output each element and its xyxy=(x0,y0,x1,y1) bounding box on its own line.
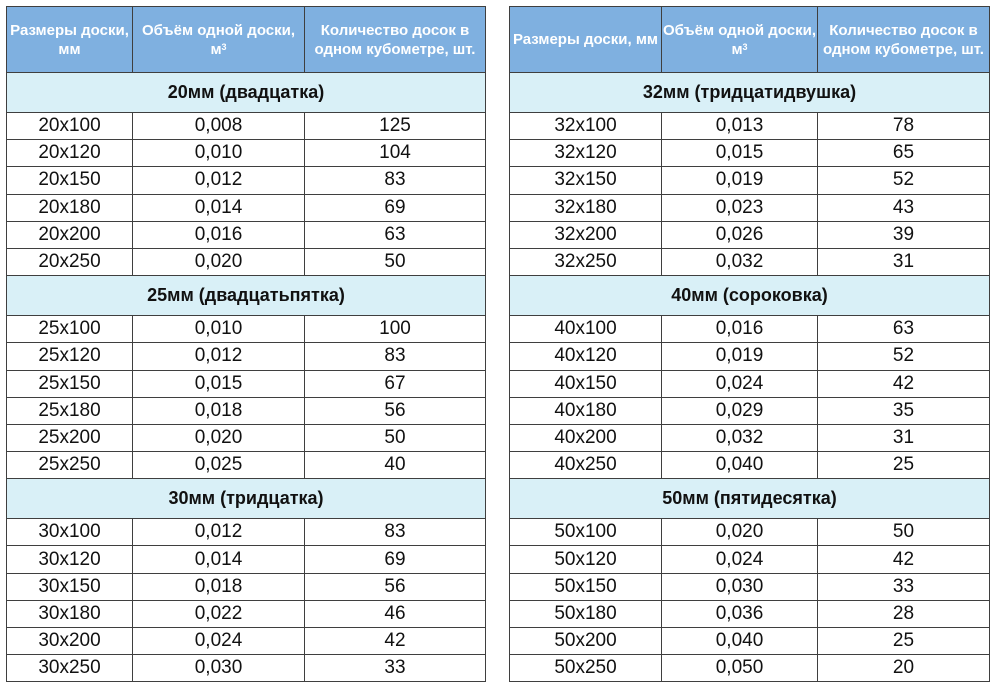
cell-count: 50 xyxy=(818,519,990,546)
header-volume xyxy=(662,7,818,73)
cell-size: 50х120 xyxy=(510,546,662,573)
table-row xyxy=(7,546,486,573)
table-row xyxy=(7,113,486,140)
cell-count: 78 xyxy=(818,113,990,140)
table-row xyxy=(7,370,486,397)
cell-volume: 0,030 xyxy=(662,573,818,600)
cell-count: 83 xyxy=(305,519,486,546)
cell-size: 40х100 xyxy=(510,316,662,343)
cell-volume: 0,020 xyxy=(662,519,818,546)
cell-count: 83 xyxy=(305,167,486,194)
table-left xyxy=(6,6,486,682)
section-title: 40мм (сороковка) xyxy=(510,276,990,316)
table-row xyxy=(510,600,990,627)
cell-count: 39 xyxy=(818,221,990,248)
table-body xyxy=(510,73,990,682)
header-size: Размеры доски, мм xyxy=(510,7,662,73)
cell-count: 69 xyxy=(305,194,486,221)
table-row xyxy=(510,221,990,248)
cell-size: 25х250 xyxy=(7,452,133,479)
cell-volume: 0,050 xyxy=(662,655,818,682)
cell-size: 20х150 xyxy=(7,167,133,194)
cell-volume: 0,022 xyxy=(133,600,305,627)
cell-volume: 0,012 xyxy=(133,519,305,546)
cell-size: 30х200 xyxy=(7,628,133,655)
table-row xyxy=(7,397,486,424)
table-row xyxy=(7,655,486,682)
cell-count: 25 xyxy=(818,452,990,479)
cell-count: 63 xyxy=(305,221,486,248)
board-tables xyxy=(6,6,994,686)
cell-volume: 0,015 xyxy=(662,140,818,167)
table-row xyxy=(7,167,486,194)
cell-size: 32х100 xyxy=(510,113,662,140)
table-row xyxy=(510,140,990,167)
table-row xyxy=(510,167,990,194)
cell-size: 25х100 xyxy=(7,316,133,343)
header-volume-label: Объём одной доски, м xyxy=(662,21,817,58)
cell-volume: 0,008 xyxy=(133,113,305,140)
header-count: Количество досок в одном кубометре, шт. xyxy=(818,7,990,73)
table-row xyxy=(7,628,486,655)
section-header-row xyxy=(510,276,990,316)
header-row xyxy=(510,7,990,73)
cell-volume: 0,023 xyxy=(662,194,818,221)
table-row xyxy=(510,397,990,424)
table-row xyxy=(510,316,990,343)
table-row xyxy=(510,343,990,370)
table-row xyxy=(7,343,486,370)
table-row xyxy=(510,194,990,221)
cell-count: 20 xyxy=(818,655,990,682)
cell-volume: 0,019 xyxy=(662,167,818,194)
cell-count: 40 xyxy=(305,452,486,479)
cell-size: 40х180 xyxy=(510,397,662,424)
cell-size: 25х150 xyxy=(7,370,133,397)
section-title: 20мм (двадцатка) xyxy=(7,73,486,113)
cell-size: 30х100 xyxy=(7,519,133,546)
cell-volume: 0,026 xyxy=(662,221,818,248)
cell-volume: 0,013 xyxy=(662,113,818,140)
table-row xyxy=(7,248,486,275)
cell-size: 30х250 xyxy=(7,655,133,682)
cell-count: 63 xyxy=(818,316,990,343)
cell-count: 42 xyxy=(818,546,990,573)
cell-volume: 0,036 xyxy=(662,600,818,627)
cell-volume: 0,040 xyxy=(662,628,818,655)
cell-size: 50х180 xyxy=(510,600,662,627)
cell-volume: 0,024 xyxy=(662,370,818,397)
cell-count: 31 xyxy=(818,424,990,451)
table-row xyxy=(510,519,990,546)
table-row xyxy=(7,140,486,167)
cell-count: 100 xyxy=(305,316,486,343)
cell-count: 42 xyxy=(305,628,486,655)
cell-size: 20х100 xyxy=(7,113,133,140)
table-row xyxy=(510,248,990,275)
cell-volume: 0,018 xyxy=(133,573,305,600)
cell-size: 25х180 xyxy=(7,397,133,424)
table-row xyxy=(7,316,486,343)
cell-size: 50х150 xyxy=(510,573,662,600)
header-volume-unit: 3 xyxy=(221,41,227,52)
cell-size: 32х120 xyxy=(510,140,662,167)
cell-size: 32х200 xyxy=(510,221,662,248)
cell-size: 30х120 xyxy=(7,546,133,573)
table-body xyxy=(7,73,486,682)
cell-count: 56 xyxy=(305,573,486,600)
cell-size: 40х250 xyxy=(510,452,662,479)
header-size: Размеры доски, мм xyxy=(7,7,133,73)
cell-size: 25х120 xyxy=(7,343,133,370)
cell-volume: 0,016 xyxy=(662,316,818,343)
cell-volume: 0,032 xyxy=(662,424,818,451)
table-row xyxy=(510,546,990,573)
cell-size: 32х150 xyxy=(510,167,662,194)
cell-count: 52 xyxy=(818,343,990,370)
cell-volume: 0,032 xyxy=(662,248,818,275)
cell-size: 40х150 xyxy=(510,370,662,397)
cell-size: 40х120 xyxy=(510,343,662,370)
table-row xyxy=(510,424,990,451)
cell-volume: 0,040 xyxy=(662,452,818,479)
table-row xyxy=(7,600,486,627)
table-right xyxy=(509,6,990,682)
cell-volume: 0,015 xyxy=(133,370,305,397)
table-row xyxy=(510,655,990,682)
cell-size: 40х200 xyxy=(510,424,662,451)
cell-size: 32х250 xyxy=(510,248,662,275)
cell-count: 46 xyxy=(305,600,486,627)
header-volume-unit: 3 xyxy=(742,41,748,52)
cell-size: 20х250 xyxy=(7,248,133,275)
table-row xyxy=(7,452,486,479)
cell-volume: 0,019 xyxy=(662,343,818,370)
cell-count: 28 xyxy=(818,600,990,627)
header-volume-label: Объём одной доски, м xyxy=(141,21,296,58)
section-header-row xyxy=(7,73,486,113)
cell-size: 32х180 xyxy=(510,194,662,221)
cell-size: 20х200 xyxy=(7,221,133,248)
section-title: 50мм (пятидесятка) xyxy=(510,479,990,519)
cell-count: 104 xyxy=(305,140,486,167)
table-row xyxy=(7,519,486,546)
section-title: 30мм (тридцатка) xyxy=(7,479,486,519)
header-volume xyxy=(133,7,305,73)
cell-volume: 0,029 xyxy=(662,397,818,424)
section-title: 25мм (двадцатьпятка) xyxy=(7,276,486,316)
cell-volume: 0,010 xyxy=(133,316,305,343)
cell-size: 50х100 xyxy=(510,519,662,546)
cell-volume: 0,024 xyxy=(133,628,305,655)
header-count: Количество досок в одном кубометре, шт. xyxy=(305,7,486,73)
table-row xyxy=(7,221,486,248)
cell-size: 25х200 xyxy=(7,424,133,451)
cell-count: 69 xyxy=(305,546,486,573)
table-row xyxy=(510,452,990,479)
cell-count: 65 xyxy=(818,140,990,167)
cell-count: 31 xyxy=(818,248,990,275)
section-title: 32мм (тридцатидвушка) xyxy=(510,73,990,113)
cell-volume: 0,020 xyxy=(133,424,305,451)
cell-count: 83 xyxy=(305,343,486,370)
cell-count: 35 xyxy=(818,397,990,424)
section-header-row xyxy=(7,479,486,519)
table-row xyxy=(510,628,990,655)
header-row xyxy=(7,7,486,73)
table-row xyxy=(510,370,990,397)
cell-count: 42 xyxy=(818,370,990,397)
cell-volume: 0,012 xyxy=(133,343,305,370)
cell-size: 50х250 xyxy=(510,655,662,682)
cell-size: 50х200 xyxy=(510,628,662,655)
cell-count: 33 xyxy=(305,655,486,682)
cell-count: 56 xyxy=(305,397,486,424)
cell-count: 33 xyxy=(818,573,990,600)
cell-size: 20х120 xyxy=(7,140,133,167)
cell-volume: 0,010 xyxy=(133,140,305,167)
cell-count: 25 xyxy=(818,628,990,655)
cell-size: 30х150 xyxy=(7,573,133,600)
section-header-row xyxy=(510,479,990,519)
cell-volume: 0,024 xyxy=(662,546,818,573)
cell-volume: 0,018 xyxy=(133,397,305,424)
cell-volume: 0,014 xyxy=(133,546,305,573)
table-row xyxy=(510,113,990,140)
table-row xyxy=(510,573,990,600)
cell-count: 50 xyxy=(305,424,486,451)
section-header-row xyxy=(7,276,486,316)
cell-volume: 0,020 xyxy=(133,248,305,275)
section-header-row xyxy=(510,73,990,113)
cell-size: 20х180 xyxy=(7,194,133,221)
table-row xyxy=(7,194,486,221)
cell-volume: 0,025 xyxy=(133,452,305,479)
cell-size: 30х180 xyxy=(7,600,133,627)
cell-count: 125 xyxy=(305,113,486,140)
cell-volume: 0,016 xyxy=(133,221,305,248)
cell-volume: 0,012 xyxy=(133,167,305,194)
cell-count: 43 xyxy=(818,194,990,221)
cell-count: 50 xyxy=(305,248,486,275)
table-row xyxy=(7,573,486,600)
cell-count: 67 xyxy=(305,370,486,397)
table-row xyxy=(7,424,486,451)
cell-count: 52 xyxy=(818,167,990,194)
cell-volume: 0,030 xyxy=(133,655,305,682)
cell-volume: 0,014 xyxy=(133,194,305,221)
